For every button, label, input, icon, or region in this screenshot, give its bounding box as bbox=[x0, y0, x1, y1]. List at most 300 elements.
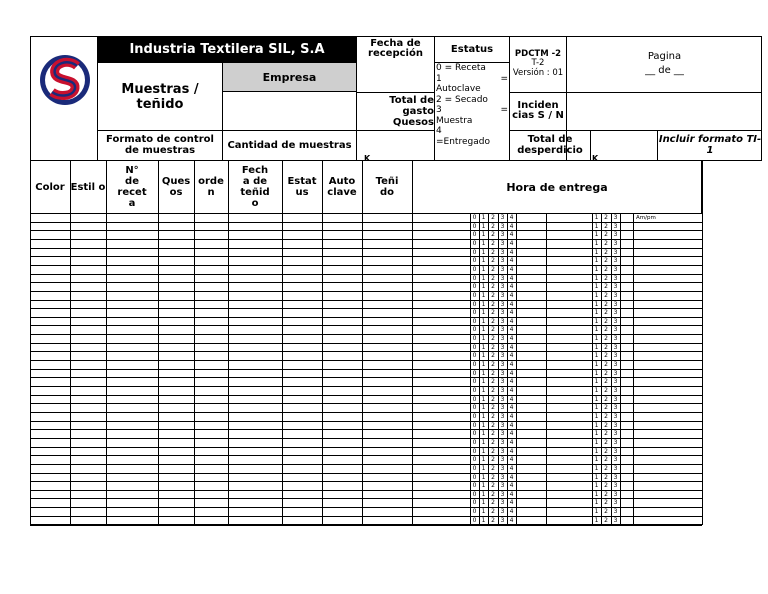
hour-digit-option[interactable]: 3 bbox=[500, 257, 505, 265]
minute-digit-option[interactable]: 3 bbox=[613, 464, 618, 472]
minute-digit-option[interactable]: 2 bbox=[604, 231, 608, 239]
minute-digit-option[interactable]: 3 bbox=[613, 421, 618, 429]
minute-digit-option[interactable]: 2 bbox=[604, 378, 608, 386]
hour-digit-option[interactable]: 0 bbox=[472, 447, 477, 455]
hour-digit-option[interactable]: 0 bbox=[472, 421, 477, 429]
hour-digit-option[interactable]: 2 bbox=[491, 309, 495, 317]
minute-digit-option[interactable]: 3 bbox=[613, 257, 618, 265]
hour-digit-option[interactable]: 0 bbox=[472, 456, 477, 464]
hour-digit-option[interactable]: 2 bbox=[491, 387, 495, 394]
hour-digit-option[interactable]: 1 bbox=[481, 516, 486, 524]
hour-digit-option[interactable]: 0 bbox=[472, 508, 477, 516]
minute-digit-option[interactable]: 2 bbox=[604, 499, 608, 507]
hour-digit-option[interactable]: 1 bbox=[481, 291, 486, 299]
minute-digit-option[interactable]: 2 bbox=[604, 516, 608, 524]
hour-digit-option[interactable]: 1 bbox=[481, 456, 486, 464]
hour-digit-option[interactable]: 4 bbox=[509, 265, 514, 273]
hour-digit-option[interactable]: 3 bbox=[500, 482, 505, 490]
hour-digit-option[interactable]: 2 bbox=[491, 274, 495, 282]
hour-digit-option[interactable]: 4 bbox=[509, 473, 514, 481]
minute-digit-option[interactable]: 1 bbox=[594, 222, 599, 230]
minute-digit-option[interactable]: 3 bbox=[613, 326, 618, 334]
hour-digit-option[interactable]: 1 bbox=[481, 248, 486, 256]
minute-digit-option[interactable]: 1 bbox=[594, 343, 599, 351]
minute-digit-option[interactable]: 1 bbox=[594, 430, 599, 438]
minute-digit-option[interactable]: 2 bbox=[604, 395, 608, 403]
minute-digit-option[interactable]: 3 bbox=[613, 395, 618, 403]
minute-digit-option[interactable]: 1 bbox=[594, 438, 599, 446]
minute-digit-option[interactable]: 1 bbox=[594, 490, 599, 498]
hour-digit-option[interactable]: 4 bbox=[509, 421, 514, 429]
hour-digit-option[interactable]: 1 bbox=[481, 231, 486, 239]
hour-digit-option[interactable]: 4 bbox=[509, 387, 514, 394]
hour-digit-option[interactable]: 1 bbox=[481, 274, 486, 282]
hour-digit-option[interactable]: 4 bbox=[509, 456, 514, 464]
hour-digit-option[interactable]: 2 bbox=[491, 335, 495, 343]
minute-digit-option[interactable]: 1 bbox=[594, 387, 599, 394]
hour-digit-option[interactable]: 0 bbox=[472, 404, 477, 412]
hour-digit-option[interactable]: 4 bbox=[509, 378, 514, 386]
col-hora-entrega: Hora de entrega bbox=[506, 180, 608, 194]
hour-digit-option[interactable]: 3 bbox=[500, 456, 505, 464]
minute-digit-option[interactable]: 2 bbox=[604, 482, 608, 490]
minute-digit-option[interactable]: 3 bbox=[613, 447, 618, 455]
minute-digit-option[interactable]: 1 bbox=[594, 274, 599, 282]
hour-digit-option[interactable]: 0 bbox=[472, 352, 477, 360]
hour-digit-option[interactable]: 0 bbox=[472, 222, 477, 230]
minute-digit-option[interactable]: 2 bbox=[604, 421, 608, 429]
hour-digit-option[interactable]: 2 bbox=[491, 447, 495, 455]
hour-digit-option[interactable]: 3 bbox=[500, 369, 505, 377]
hour-digit-option[interactable]: 2 bbox=[491, 395, 495, 403]
hour-digit-option[interactable]: 4 bbox=[509, 352, 514, 360]
hour-digit-option[interactable]: 3 bbox=[500, 352, 505, 360]
minute-digit-option[interactable]: 2 bbox=[604, 369, 608, 377]
hour-digit-option[interactable]: 4 bbox=[509, 257, 514, 265]
minute-digit-option[interactable]: 2 bbox=[604, 291, 608, 299]
k-mark-2: K bbox=[592, 154, 599, 163]
minute-digit-option[interactable]: 3 bbox=[613, 214, 618, 221]
hour-digit-option[interactable]: 0 bbox=[472, 274, 477, 282]
hour-digit-option[interactable]: 2 bbox=[491, 231, 495, 239]
hour-digit-option[interactable]: 2 bbox=[491, 239, 495, 247]
hour-digit-option[interactable]: 3 bbox=[500, 378, 505, 386]
hour-digit-option[interactable]: 3 bbox=[500, 361, 505, 369]
hour-digit-option[interactable]: 4 bbox=[509, 291, 514, 299]
hour-digit-option[interactable]: 1 bbox=[481, 473, 486, 481]
hour-digit-option[interactable]: 2 bbox=[491, 499, 495, 507]
minute-digit-option[interactable]: 2 bbox=[604, 239, 608, 247]
hour-digit-option[interactable]: 2 bbox=[491, 464, 495, 472]
hour-digit-option[interactable]: 0 bbox=[472, 490, 477, 498]
hour-digit-option[interactable]: 1 bbox=[481, 412, 486, 420]
hour-digit-option[interactable]: 2 bbox=[491, 248, 495, 256]
hour-digit-option[interactable]: 4 bbox=[509, 239, 514, 247]
hour-digit-option[interactable]: 2 bbox=[491, 421, 495, 429]
hour-digit-option[interactable]: 2 bbox=[491, 214, 495, 221]
doc-code: PDCTM -2 T-2 Versión : 01 bbox=[512, 48, 564, 78]
minute-digit-option[interactable]: 3 bbox=[613, 317, 618, 325]
hour-digit-option[interactable]: 3 bbox=[500, 464, 505, 472]
hour-digit-option[interactable]: 1 bbox=[481, 438, 486, 446]
hour-digit-option[interactable]: 4 bbox=[509, 464, 514, 472]
hour-digit-option[interactable]: 0 bbox=[472, 326, 477, 334]
hour-digit-option[interactable]: 3 bbox=[500, 317, 505, 325]
minute-digit-option[interactable]: 2 bbox=[604, 335, 608, 343]
minute-digit-option[interactable]: 1 bbox=[594, 404, 599, 412]
hour-digit-option[interactable]: 2 bbox=[491, 317, 495, 325]
hour-digit-option[interactable]: 4 bbox=[509, 369, 514, 377]
minute-digit-option[interactable]: 1 bbox=[594, 291, 599, 299]
hour-digit-option[interactable]: 2 bbox=[491, 490, 495, 498]
minute-digit-option[interactable]: 1 bbox=[594, 317, 599, 325]
minute-digit-option[interactable]: 3 bbox=[613, 387, 618, 394]
hour-digit-option[interactable]: 0 bbox=[472, 214, 477, 221]
incidencias-label: Inciden cias S / N bbox=[512, 100, 564, 121]
minute-digit-option[interactable]: 2 bbox=[604, 361, 608, 369]
minute-digit-option[interactable]: 2 bbox=[604, 430, 608, 438]
minute-digit-option[interactable]: 1 bbox=[594, 464, 599, 472]
hour-digit-option[interactable]: 3 bbox=[500, 231, 505, 239]
minute-digit-option[interactable]: 3 bbox=[613, 239, 618, 247]
hour-digit-option[interactable]: 2 bbox=[491, 378, 495, 386]
hour-digit-option[interactable]: 2 bbox=[491, 300, 495, 308]
minute-digit-option[interactable]: 3 bbox=[613, 430, 618, 438]
minute-digit-option[interactable]: 1 bbox=[594, 257, 599, 265]
minute-digit-option[interactable]: 3 bbox=[613, 378, 618, 386]
minute-digit-option[interactable]: 1 bbox=[594, 265, 599, 273]
minute-digit-option[interactable]: 1 bbox=[594, 516, 599, 524]
hour-digit-option[interactable]: 4 bbox=[509, 482, 514, 490]
hour-digit-option[interactable]: 3 bbox=[500, 309, 505, 317]
estatus-label: Estatus bbox=[450, 44, 494, 55]
minute-digit-option[interactable]: 3 bbox=[613, 291, 618, 299]
hour-digit-option[interactable]: 1 bbox=[481, 326, 486, 334]
hour-digit-option[interactable]: 0 bbox=[472, 248, 477, 256]
hour-digit-option[interactable]: 2 bbox=[491, 404, 495, 412]
hour-digit-option[interactable]: 3 bbox=[500, 274, 505, 282]
hour-digit-option[interactable]: 3 bbox=[500, 291, 505, 299]
hour-digit-option[interactable]: 4 bbox=[509, 283, 514, 291]
hour-digit-option[interactable]: 0 bbox=[472, 412, 477, 420]
hour-digit-option[interactable]: 1 bbox=[481, 395, 486, 403]
hour-digit-option[interactable]: 1 bbox=[481, 430, 486, 438]
hour-digit-option[interactable]: 0 bbox=[472, 317, 477, 325]
hour-digit-option[interactable]: 2 bbox=[491, 222, 495, 230]
hour-digit-option[interactable]: 0 bbox=[472, 369, 477, 377]
minute-digit-option[interactable]: 2 bbox=[604, 404, 608, 412]
hour-digit-option[interactable]: 3 bbox=[500, 438, 505, 446]
hour-digit-option[interactable]: 3 bbox=[500, 387, 505, 394]
hour-digit-option[interactable]: 0 bbox=[472, 239, 477, 247]
hour-digit-option[interactable]: 2 bbox=[491, 283, 495, 291]
hour-digit-option[interactable]: 2 bbox=[491, 265, 495, 273]
hour-digit-option[interactable]: 1 bbox=[481, 352, 486, 360]
minute-digit-option[interactable]: 3 bbox=[613, 456, 618, 464]
hour-digit-option[interactable]: 1 bbox=[481, 482, 486, 490]
pagina-label: Pagina bbox=[647, 50, 682, 62]
hour-digit-option[interactable]: 2 bbox=[491, 430, 495, 438]
minute-digit-option[interactable]: 3 bbox=[613, 309, 618, 317]
hour-digit-option[interactable]: 0 bbox=[472, 395, 477, 403]
hour-digit-option[interactable]: 4 bbox=[509, 222, 514, 230]
minute-digit-option[interactable]: 1 bbox=[594, 361, 599, 369]
hour-digit-option[interactable]: 2 bbox=[491, 456, 495, 464]
hour-digit-option[interactable]: 4 bbox=[509, 447, 514, 455]
minute-digit-option[interactable]: 1 bbox=[594, 412, 599, 420]
minute-digit-option[interactable]: 3 bbox=[613, 283, 618, 291]
hour-digit-option[interactable]: 3 bbox=[500, 447, 505, 455]
minute-digit-option[interactable]: 2 bbox=[604, 248, 608, 256]
hour-digit-option[interactable]: 3 bbox=[500, 430, 505, 438]
minute-digit-option[interactable]: 2 bbox=[604, 265, 608, 273]
hour-digit-option[interactable]: 2 bbox=[491, 438, 495, 446]
hour-digit-option[interactable]: 1 bbox=[481, 343, 486, 351]
total-gasto-label: Total de gasto Quesos bbox=[389, 94, 434, 128]
hour-digit-option[interactable]: 4 bbox=[509, 326, 514, 334]
hour-digit-option[interactable]: 4 bbox=[509, 438, 514, 446]
hour-digit-option[interactable]: 3 bbox=[500, 214, 505, 221]
minute-digit-option[interactable]: 2 bbox=[604, 326, 608, 334]
minute-digit-option[interactable]: 3 bbox=[613, 335, 618, 343]
hour-digit-option[interactable]: 3 bbox=[500, 222, 505, 230]
hour-digit-option[interactable]: 1 bbox=[481, 490, 486, 498]
hour-digit-option[interactable]: 4 bbox=[509, 300, 514, 308]
minute-digit-option[interactable]: 3 bbox=[613, 508, 618, 516]
hour-digit-option[interactable]: 4 bbox=[509, 343, 514, 351]
minute-digit-option[interactable]: 2 bbox=[604, 343, 608, 351]
hour-digit-option[interactable]: 3 bbox=[500, 404, 505, 412]
minute-digit-option[interactable]: 1 bbox=[594, 508, 599, 516]
minute-digit-option[interactable]: 2 bbox=[604, 317, 608, 325]
hour-digit-option[interactable]: 3 bbox=[500, 265, 505, 273]
hour-digit-option[interactable]: 4 bbox=[509, 404, 514, 412]
hour-digit-option[interactable]: 1 bbox=[481, 404, 486, 412]
hour-digit-option[interactable]: 2 bbox=[491, 482, 495, 490]
hour-digit-option[interactable]: 0 bbox=[472, 482, 477, 490]
hour-digit-option[interactable]: 1 bbox=[481, 335, 486, 343]
minute-digit-option[interactable]: 1 bbox=[594, 231, 599, 239]
desperdicio-label: Total de desperdicio bbox=[517, 134, 583, 156]
minute-digit-option[interactable]: 1 bbox=[594, 300, 599, 308]
hour-digit-option[interactable]: 4 bbox=[509, 499, 514, 507]
minute-digit-option[interactable]: 1 bbox=[594, 248, 599, 256]
minute-digit-option[interactable]: 1 bbox=[594, 473, 599, 481]
hour-digit-option[interactable]: 2 bbox=[491, 516, 495, 524]
minute-digit-option[interactable]: 2 bbox=[604, 309, 608, 317]
hour-digit-option[interactable]: 0 bbox=[472, 265, 477, 273]
hour-digit-option[interactable]: 0 bbox=[472, 473, 477, 481]
hour-digit-option[interactable]: 2 bbox=[491, 508, 495, 516]
minute-digit-option[interactable]: 2 bbox=[604, 456, 608, 464]
hour-digit-option[interactable]: 3 bbox=[500, 490, 505, 498]
hour-digit-option[interactable]: 0 bbox=[472, 378, 477, 386]
hour-digit-option[interactable]: 1 bbox=[481, 464, 486, 472]
hour-digit-option[interactable]: 1 bbox=[481, 283, 486, 291]
hour-digit-option[interactable]: 0 bbox=[472, 361, 477, 369]
minute-digit-option[interactable]: 3 bbox=[613, 248, 618, 256]
minute-digit-option[interactable]: 2 bbox=[604, 473, 608, 481]
hour-digit-option[interactable]: 4 bbox=[509, 490, 514, 498]
hour-digit-option[interactable]: 1 bbox=[481, 239, 486, 247]
minute-digit-option[interactable]: 2 bbox=[604, 508, 608, 516]
minute-digit-option[interactable]: 1 bbox=[594, 326, 599, 334]
minute-digit-option[interactable]: 3 bbox=[613, 343, 618, 351]
minute-digit-option[interactable]: 1 bbox=[594, 447, 599, 455]
minute-digit-option[interactable]: 3 bbox=[613, 482, 618, 490]
hour-digit-option[interactable]: 2 bbox=[491, 291, 495, 299]
hour-digit-option[interactable]: 2 bbox=[491, 352, 495, 360]
hour-digit-option[interactable]: 3 bbox=[500, 335, 505, 343]
hour-digit-option[interactable]: 3 bbox=[500, 239, 505, 247]
minute-digit-option[interactable]: 1 bbox=[594, 369, 599, 377]
hour-digit-option[interactable]: 0 bbox=[472, 387, 477, 394]
minute-digit-option[interactable]: 2 bbox=[604, 387, 608, 394]
hour-digit-option[interactable]: 0 bbox=[472, 291, 477, 299]
hour-digit-option[interactable]: 1 bbox=[481, 309, 486, 317]
minute-digit-option[interactable]: 1 bbox=[594, 456, 599, 464]
hour-digit-option[interactable]: 0 bbox=[472, 516, 477, 524]
hour-digit-option[interactable]: 4 bbox=[509, 508, 514, 516]
minute-digit-option[interactable]: 1 bbox=[594, 378, 599, 386]
hour-digit-option[interactable]: 4 bbox=[509, 361, 514, 369]
hour-digit-option[interactable]: 0 bbox=[472, 283, 477, 291]
minute-digit-option[interactable]: 2 bbox=[604, 438, 608, 446]
hour-digit-option[interactable]: 2 bbox=[491, 361, 495, 369]
hour-digit-option[interactable]: 2 bbox=[491, 473, 495, 481]
minute-digit-option[interactable]: 2 bbox=[604, 464, 608, 472]
minute-digit-option[interactable]: 3 bbox=[613, 231, 618, 239]
hour-digit-option[interactable]: 0 bbox=[472, 257, 477, 265]
empresa-label: Empresa bbox=[223, 63, 356, 91]
minute-digit-option[interactable]: 2 bbox=[604, 412, 608, 420]
hour-digit-option[interactable]: 3 bbox=[500, 283, 505, 291]
minute-digit-option[interactable]: 1 bbox=[594, 239, 599, 247]
minute-digit-option[interactable]: 1 bbox=[594, 421, 599, 429]
minute-digit-option[interactable]: 3 bbox=[613, 369, 618, 377]
minute-digit-option[interactable]: 1 bbox=[594, 283, 599, 291]
minute-digit-option[interactable]: 3 bbox=[613, 473, 618, 481]
hour-digit-option[interactable]: 4 bbox=[509, 335, 514, 343]
hour-digit-option[interactable]: 4 bbox=[509, 412, 514, 420]
minute-digit-option[interactable]: 2 bbox=[604, 222, 608, 230]
hour-digit-option[interactable]: 3 bbox=[500, 248, 505, 256]
minute-digit-option[interactable]: 3 bbox=[613, 222, 618, 230]
hour-digit-option[interactable]: 2 bbox=[491, 326, 495, 334]
hour-digit-option[interactable]: 1 bbox=[481, 265, 486, 273]
minute-digit-option[interactable]: 2 bbox=[604, 214, 608, 221]
hour-digit-option[interactable]: 4 bbox=[509, 317, 514, 325]
hour-digit-option[interactable]: 4 bbox=[509, 395, 514, 403]
hour-digit-option[interactable]: 2 bbox=[491, 412, 495, 420]
hour-digit-option[interactable]: 0 bbox=[472, 343, 477, 351]
hour-digit-option[interactable]: 0 bbox=[472, 438, 477, 446]
hour-digit-option[interactable]: 0 bbox=[472, 231, 477, 239]
hour-digit-option[interactable]: 3 bbox=[500, 326, 505, 334]
minute-digit-option[interactable]: 3 bbox=[613, 490, 618, 498]
minute-digit-option[interactable]: 3 bbox=[613, 274, 618, 282]
hour-digit-option[interactable]: 2 bbox=[491, 257, 495, 265]
hour-digit-option[interactable]: 1 bbox=[481, 257, 486, 265]
minute-digit-option[interactable]: 1 bbox=[594, 309, 599, 317]
minute-digit-option[interactable]: 1 bbox=[594, 482, 599, 490]
hour-digit-option[interactable]: 4 bbox=[509, 274, 514, 282]
hour-digit-option[interactable]: 3 bbox=[500, 412, 505, 420]
hour-digit-option[interactable]: 3 bbox=[500, 395, 505, 403]
minute-digit-option[interactable]: 2 bbox=[604, 257, 608, 265]
minute-digit-option[interactable]: 3 bbox=[613, 361, 618, 369]
hour-digit-option[interactable]: 3 bbox=[500, 473, 505, 481]
hour-digit-option[interactable]: 4 bbox=[509, 231, 514, 239]
hour-digit-option[interactable]: 1 bbox=[481, 387, 486, 394]
minute-digit-option[interactable]: 3 bbox=[613, 412, 618, 420]
hour-digit-option[interactable]: 3 bbox=[500, 300, 505, 308]
minute-digit-option[interactable]: 1 bbox=[594, 335, 599, 343]
minute-digit-option[interactable]: 3 bbox=[613, 300, 618, 308]
hour-digit-option[interactable]: 2 bbox=[491, 343, 495, 351]
minute-digit-option[interactable]: 3 bbox=[613, 438, 618, 446]
minute-digit-option[interactable]: 2 bbox=[604, 490, 608, 498]
hour-digit-option[interactable]: 3 bbox=[500, 421, 505, 429]
minute-digit-option[interactable]: 3 bbox=[613, 499, 618, 507]
minute-digit-option[interactable]: 3 bbox=[613, 404, 618, 412]
minute-digit-option[interactable]: 2 bbox=[604, 274, 608, 282]
col-estatus: Estat us bbox=[287, 176, 317, 198]
hour-digit-option[interactable]: 0 bbox=[472, 430, 477, 438]
hour-digit-option[interactable]: 1 bbox=[481, 300, 486, 308]
hour-digit-option[interactable]: 1 bbox=[481, 499, 486, 507]
hour-digit-option[interactable]: 0 bbox=[472, 499, 477, 507]
minute-digit-option[interactable]: 2 bbox=[604, 447, 608, 455]
hour-digit-option[interactable]: 1 bbox=[481, 317, 486, 325]
minute-digit-option[interactable]: 3 bbox=[613, 265, 618, 273]
hour-digit-option[interactable]: 4 bbox=[509, 309, 514, 317]
hour-digit-option[interactable]: 4 bbox=[509, 430, 514, 438]
fecha-recepcion-label: Fecha de recepción bbox=[368, 38, 423, 59]
minute-digit-option[interactable]: 1 bbox=[594, 352, 599, 360]
hour-digit-option[interactable]: 0 bbox=[472, 300, 477, 308]
minute-digit-option[interactable]: 3 bbox=[613, 516, 618, 524]
minute-digit-option[interactable]: 2 bbox=[604, 283, 608, 291]
hour-digit-option[interactable]: 0 bbox=[472, 309, 477, 317]
hour-digit-option[interactable]: 3 bbox=[500, 343, 505, 351]
hour-digit-option[interactable]: 3 bbox=[500, 516, 505, 524]
hour-digit-option[interactable]: 1 bbox=[481, 447, 486, 455]
hour-digit-option[interactable]: 2 bbox=[491, 369, 495, 377]
hour-digit-option[interactable]: 4 bbox=[509, 248, 514, 256]
minute-digit-option[interactable]: 1 bbox=[594, 395, 599, 403]
hour-digit-option[interactable]: 0 bbox=[472, 335, 477, 343]
k-mark-1: K bbox=[364, 154, 371, 163]
hour-digit-option[interactable]: 1 bbox=[481, 369, 486, 377]
minute-digit-option[interactable]: 2 bbox=[604, 352, 608, 360]
minute-digit-option[interactable]: 2 bbox=[604, 300, 608, 308]
hour-digit-option[interactable]: 1 bbox=[481, 378, 486, 386]
hour-digit-option[interactable]: 0 bbox=[472, 464, 477, 472]
hour-digit-option[interactable]: 1 bbox=[481, 508, 486, 516]
minute-digit-option[interactable]: 1 bbox=[594, 499, 599, 507]
hour-digit-option[interactable]: 4 bbox=[509, 516, 514, 524]
hour-digit-option[interactable]: 3 bbox=[500, 499, 505, 507]
hour-digit-option[interactable]: 1 bbox=[481, 222, 486, 230]
hour-digit-option[interactable]: 3 bbox=[500, 508, 505, 516]
hour-digit-option[interactable]: 1 bbox=[481, 361, 486, 369]
hour-digit-option[interactable]: 1 bbox=[481, 421, 486, 429]
minute-digit-option[interactable]: 3 bbox=[613, 352, 618, 360]
hour-digit-option[interactable]: 4 bbox=[509, 214, 514, 221]
hour-digit-option[interactable]: 1 bbox=[481, 214, 486, 221]
minute-digit-option[interactable]: 1 bbox=[594, 214, 599, 221]
